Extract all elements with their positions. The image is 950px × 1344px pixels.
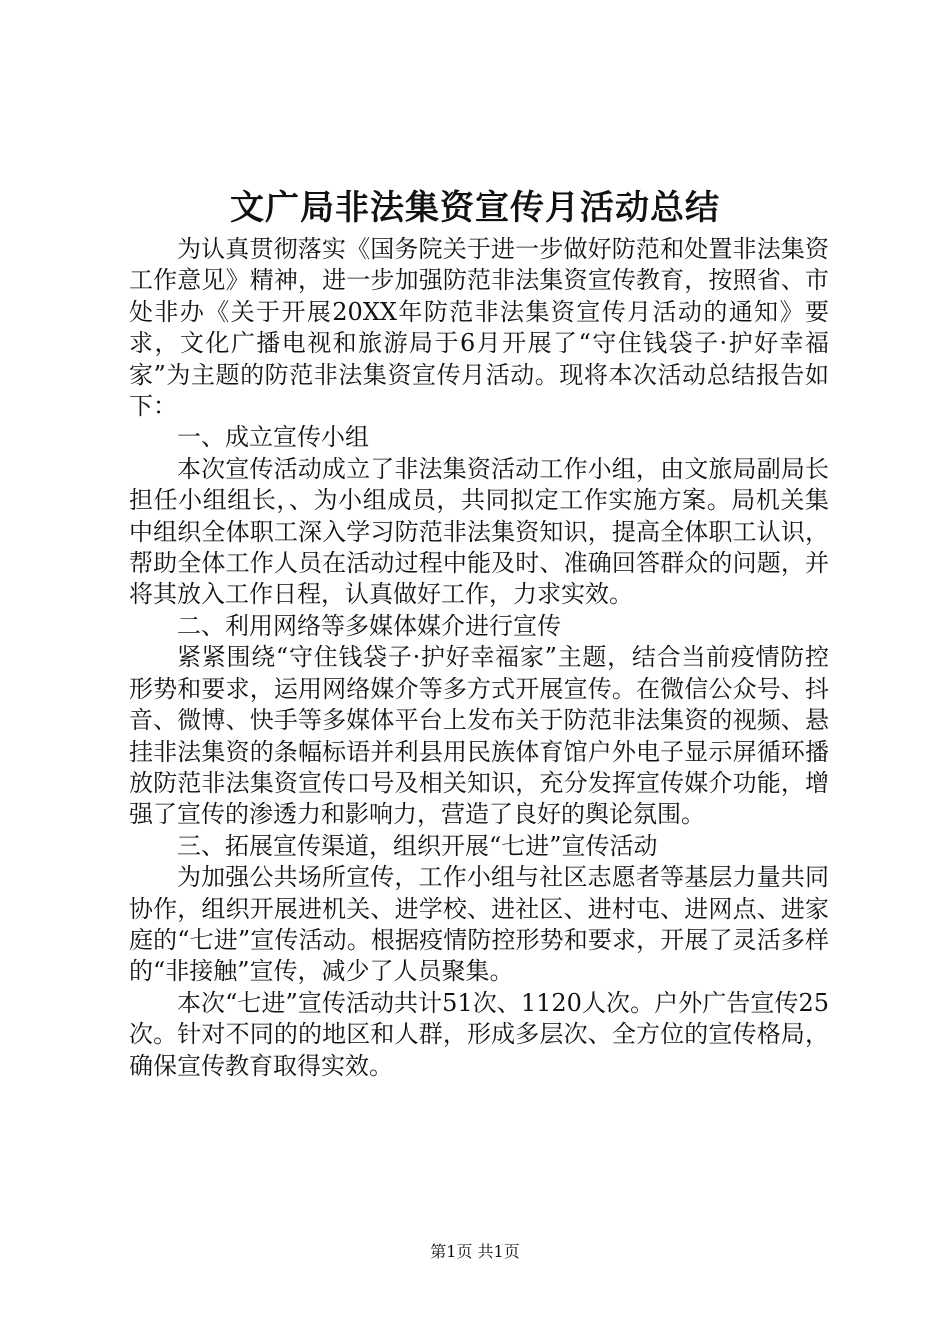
section-heading-1: 一、成立宣传小组 — [177, 423, 369, 452]
intro-paragraph: 为认真贯彻落实《国务院关于进一步做好防范和处置非法集资工作意见》精神，进一步加强防范非法集资宣传教育，按照省、市处非办《关于开展20XX年防范非法集资宣传月活动的通知》要求，文化广播电视和旅游局于6月开展了“守住钱袋子·护好幸福家”为主题的防范非法集资宣传月活动。现将本次活动总结报告如下： — [129, 235, 829, 421]
document-title: 文广局非法集资宣传月活动总结 — [230, 188, 720, 228]
section-2-paragraph: 紧紧围绕“守住钱袋子·护好幸福家”主题，结合当前疫情防控形势和要求，运用网络媒介等多方式开展宣传。在微信公众号、抖音、微博、快手等多媒体平台上发布关于防范非法集资的视频、悬挂非法集资的条幅标语并利县用民族体育馆户外电子显示屏循环播放防范非法集资宣传口号及相关知识，充分发挥宣传媒介功能，增强了宣传的渗透力和影响力，营造了良好的舆论氛围。 — [129, 643, 829, 829]
section-3-paragraph-1: 为加强公共场所宣传，工作小组与社区志愿者等基层力量共同协作，组织开展进机关、进学校、进社区、进村屯、进网点、进家庭的“七进”宣传活动。根据疫情防控形势和要求，开展了灵活多样的“非接触”宣传，减少了人员聚集。 — [129, 863, 829, 986]
section-3-paragraph-2: 本次“七进”宣传活动共计51次、1120人次。户外广告宣传25次。针对不同的的地区和人群，形成多层次、全方位的宣传格局，确保宣传教育取得实效。 — [129, 988, 829, 1080]
section-heading-2: 二、利用网络等多媒体媒介进行宣传 — [177, 611, 561, 640]
section-heading-3: 三、拓展宣传渠道，组织开展“七进”宣传活动 — [177, 831, 658, 860]
document-body — [129, 234, 829, 1082]
section-1-paragraph: 本次宣传活动成立了非法集资活动工作小组，由文旅局副局长担任小组组长，、为小组成员，共同拟定工作实施方案。局机关集中组织全体职工深入学习防范非法集资知识，提高全体职工认识，帮助全体工作人员在活动过程中能及时、准确回答群众的问题，并将其放入工作日程，认真做好工作，力求实效。 — [129, 454, 829, 609]
page-footer: 第1页 共1页 — [430, 1242, 520, 1261]
